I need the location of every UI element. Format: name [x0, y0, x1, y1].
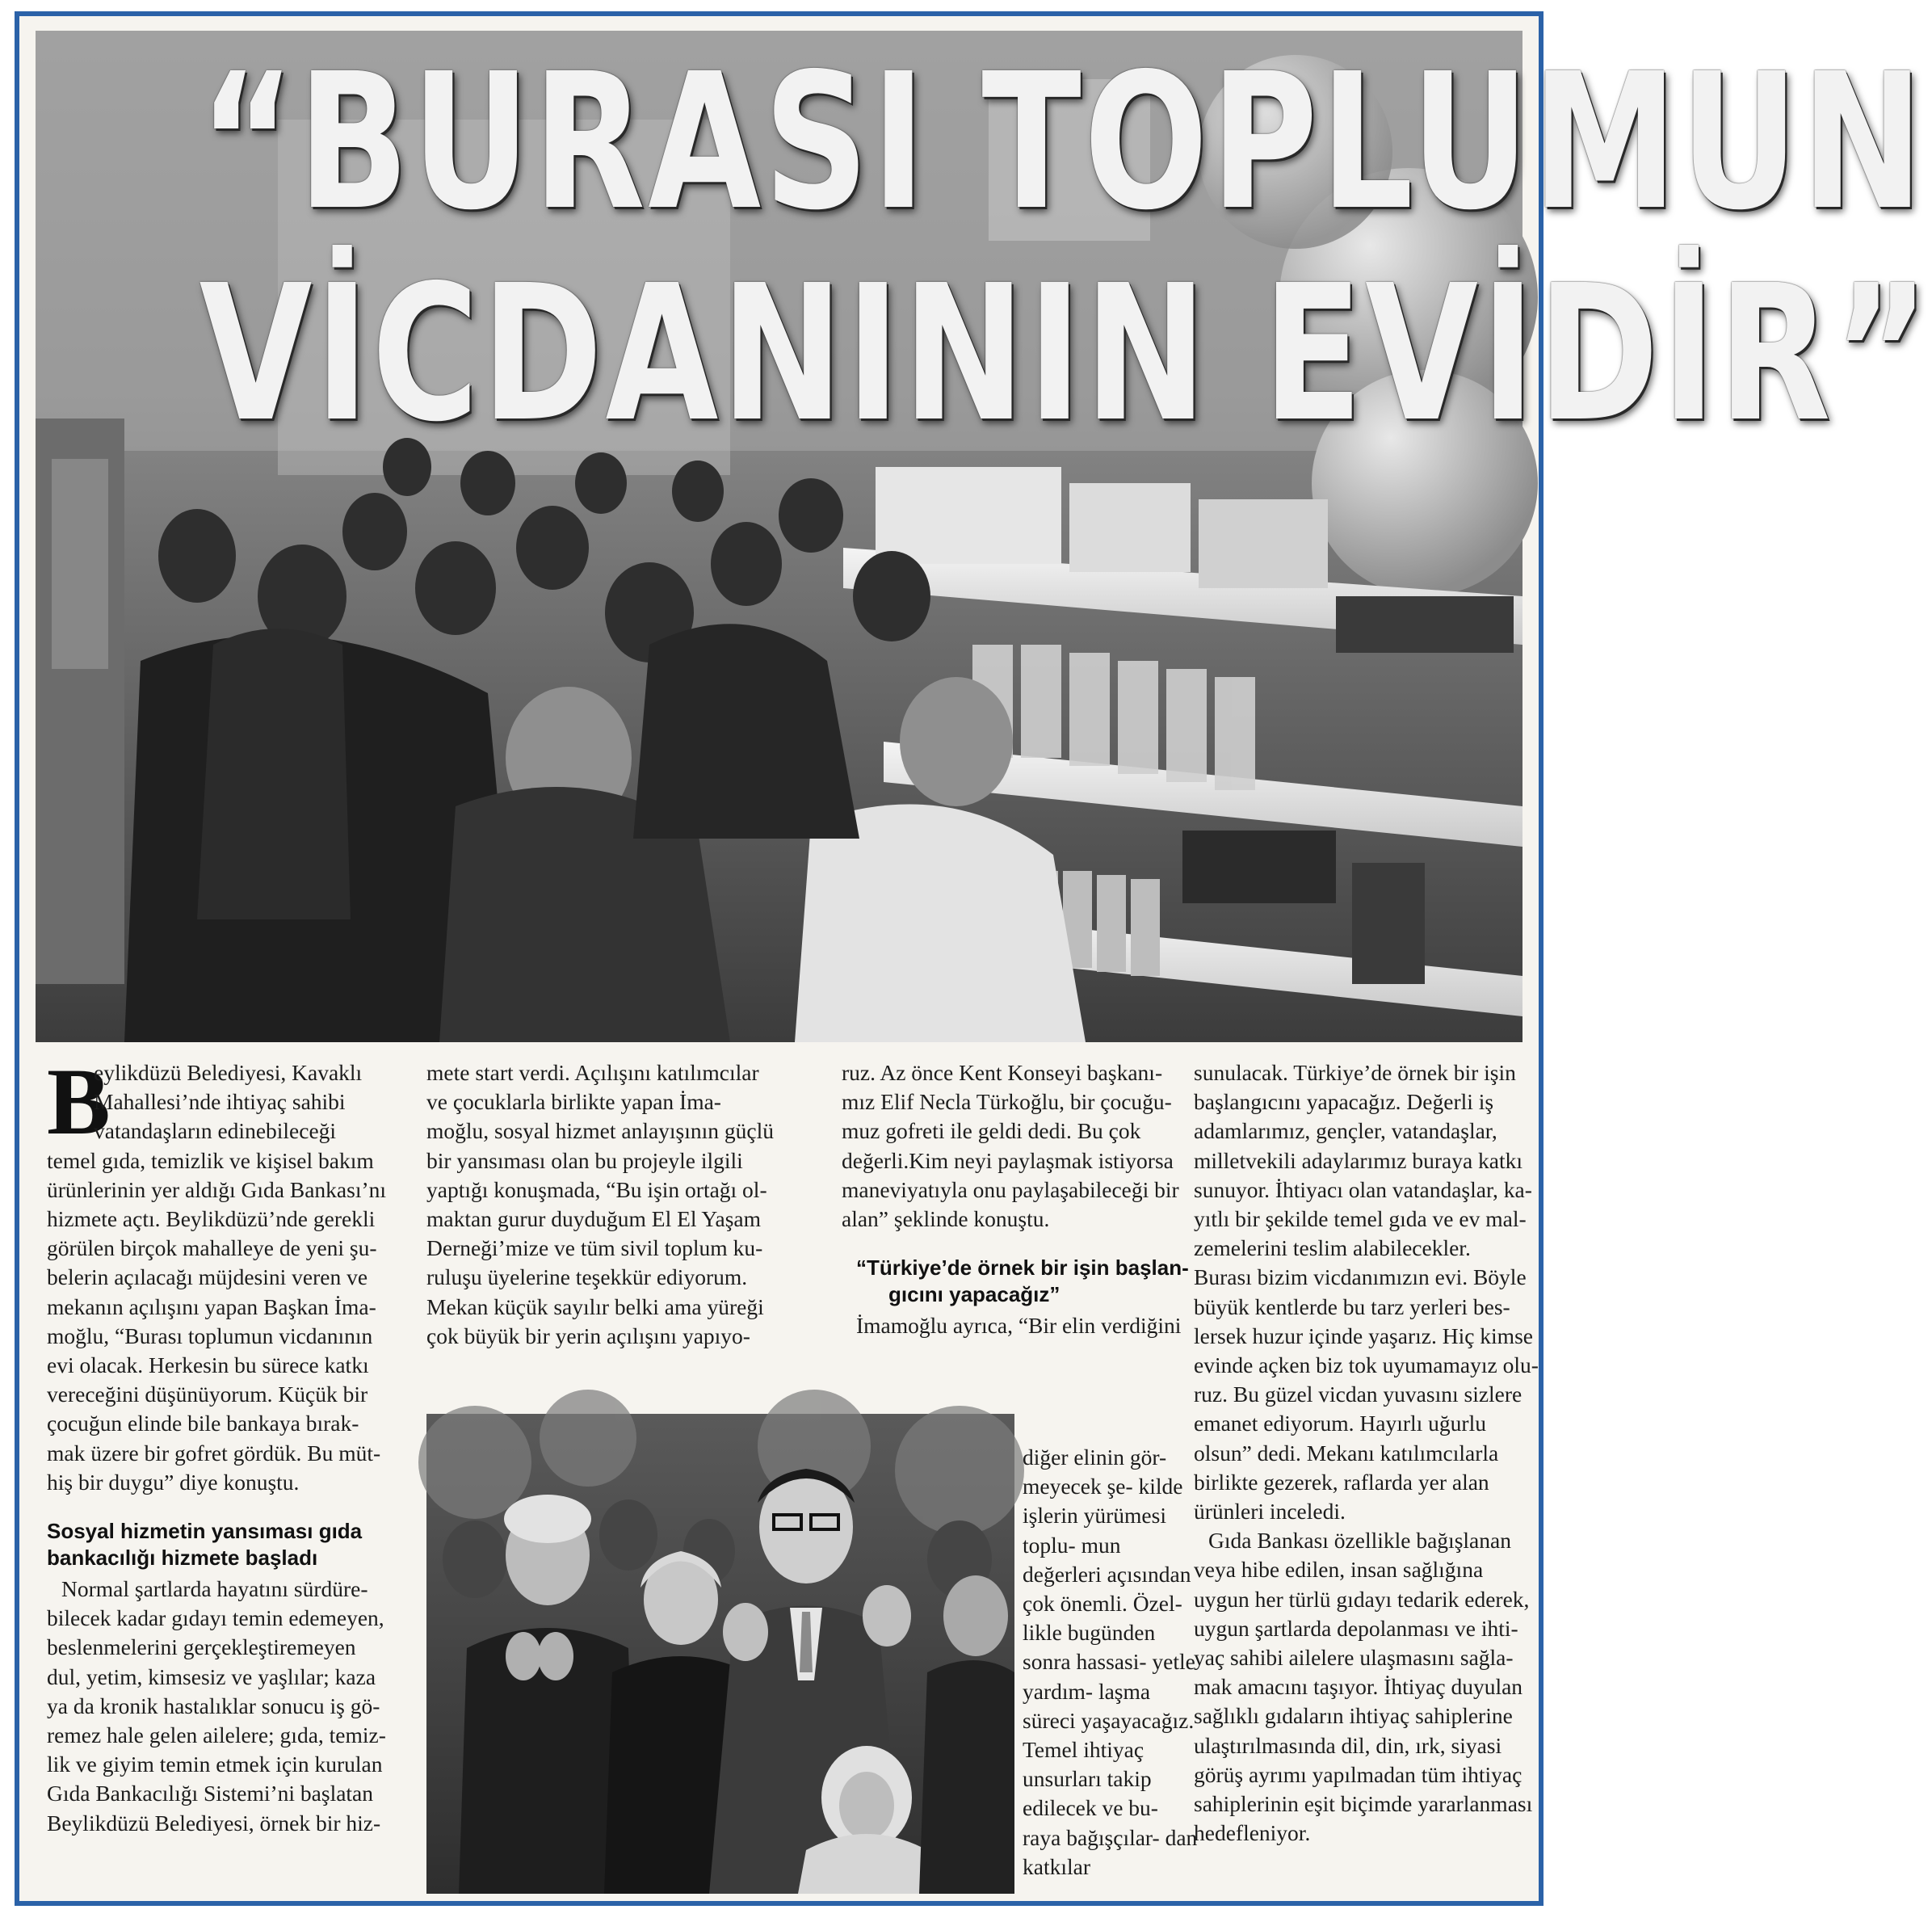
text-line: likle bugünden: [1023, 1620, 1156, 1646]
text-line: belerin açılacağı müjdesini veren ve: [47, 1264, 368, 1290]
text-line: mız Elif Necla Türkoğlu, bir çocuğu-: [842, 1089, 1172, 1115]
text-line: görüş ayrımı yapılmadan tüm ihtiyaç: [1194, 1761, 1522, 1787]
subheading-turkiye: [842, 1255, 1221, 1308]
text-line: zemelerini teslim alabilecekler.: [1194, 1235, 1471, 1261]
text-line: çocuğun elinde bile bankaya bırak-: [47, 1411, 359, 1436]
text-line: hizmete açtı. Beylikdüzü’nde gerekli: [47, 1206, 376, 1232]
text-line: sunuyor. İhtiyacı olan vatandaşlar, ka-: [1194, 1176, 1532, 1202]
subheading-line: Sosyal hizmetin yansıması gıda: [47, 1519, 363, 1544]
text-line: Temel ihtiyaç: [1023, 1737, 1144, 1763]
article-column-4: [1194, 1058, 1539, 1848]
officials-applauding-photo: [426, 1414, 1014, 1894]
text-line: ve çocuklarla birlikte yapan İma-: [426, 1089, 721, 1115]
text-line: açısından çok: [1023, 1561, 1191, 1617]
clipping-frame: [15, 11, 1932, 1906]
text-line: mekanın açılışını yapan Başkan İma-: [47, 1293, 376, 1319]
article-body: [36, 1049, 1539, 1890]
text-line: önemli. Özel-: [1060, 1591, 1182, 1617]
text-line: sağlıklı gıdaların ihtiyaç sahiplerine: [1194, 1703, 1513, 1729]
text-line: yürümesi toplu-: [1023, 1503, 1166, 1558]
text-line: Burası bizim vicdanımızın evi. Böyle: [1194, 1264, 1527, 1290]
text-line: yıtlı bir şekilde temel gıda ve ev mal-: [1194, 1206, 1527, 1232]
headline-line-2: VİCDANININ EVİDİR”: [199, 245, 1932, 463]
text-line: maneviyatıyla onu paylaşabileceği bir: [842, 1176, 1179, 1202]
text-line: evinde açken biz tok uyumamayız olu-: [1194, 1352, 1539, 1378]
text-line: ürünlerinin yer aldığı Gıda Bankası’nı: [47, 1176, 387, 1202]
article-column-3: [842, 1058, 1221, 1340]
text-line: büyük kentlerde bu tarz yerleri bes-: [1194, 1293, 1510, 1319]
text-line: Normal şartlarda hayatını sürdüre-: [61, 1576, 368, 1602]
text-line: hedefleniyor.: [1194, 1820, 1311, 1846]
subheading-sosyal-hizmet: [47, 1518, 394, 1571]
article-column-2: [426, 1058, 806, 1351]
text-line: raya bağışçılar-: [1023, 1824, 1160, 1850]
text-line: ulaştırılmasında dil, din, ırk, siyasi: [1194, 1732, 1502, 1758]
text-line: hiş bir duygu” diye konuştu.: [47, 1469, 300, 1495]
text-line: eylikdüzü Belediyesi, Kavaklı: [94, 1060, 363, 1085]
text-line: bir yansıması olan bu projeyle ilgili: [426, 1147, 743, 1173]
text-line: vatandaşların edinebileceği: [94, 1118, 337, 1144]
text-line: Derneği’mize ve tüm sivil toplum ku-: [426, 1235, 763, 1261]
text-line: değerli.Kim neyi paylaşmak istiyorsa: [842, 1147, 1174, 1173]
text-line: maktan gurur duyduğum El El Yaşam: [426, 1206, 761, 1232]
text-line: ya da kronik hastalıklar sonucu iş gö-: [47, 1693, 380, 1718]
crowd-in-shop-photo: [36, 31, 1932, 1042]
subheading-line: “Türkiye’de örnek bir işin başlan-: [856, 1255, 1189, 1281]
text-line: yaşayacağız.: [1081, 1707, 1195, 1733]
text-line: çok büyük bir yerin açılışını yapıyo-: [426, 1323, 750, 1348]
text-line: yaptığı konuşmada, “Bu işin ortağı ol-: [426, 1176, 767, 1202]
text-line: sahiplerinin eşit biçimde yararlanması: [1194, 1791, 1533, 1817]
text-line: sunulacak. Türkiye’de örnek bir işin: [1194, 1060, 1516, 1085]
text-line: Mekan küçük sayılır belki ama yüreği: [426, 1293, 764, 1319]
text-line: moğlu, “Burası toplumun vicdanının: [47, 1323, 373, 1348]
text-line: lersek huzur içinde yaşarız. Hiç kimse: [1194, 1323, 1533, 1348]
drop-cap: B: [47, 1049, 111, 1154]
text-line: ürünleri inceledi.: [1194, 1499, 1346, 1525]
headline-line-1: “BURASI TOPLUMUN: [199, 33, 1926, 251]
text-line: laşma süreci: [1023, 1678, 1151, 1733]
text-line: mete start verdi. Açılışını katılımcılar: [426, 1060, 759, 1085]
paragraph: [47, 1575, 394, 1838]
text-line: birlikte gezerek, raflarda yer alan: [1194, 1469, 1489, 1495]
text-line: olsun” dedi. Mekanı katılımcılarla: [1194, 1440, 1499, 1466]
article-narrow-column: [1023, 1443, 1200, 1882]
officials-scene-image: [426, 1414, 1014, 1894]
text-line: dul, yetim, kimsesiz ve yaşlılar; kaza: [47, 1663, 376, 1689]
text-line: yetle yardım-: [1023, 1649, 1195, 1704]
text-line: Gıda Bankası özellikle bağışlanan: [1208, 1528, 1511, 1554]
text-line: milletvekili adaylarımız buraya katkı: [1194, 1147, 1523, 1173]
text-line: moğlu, sosyal hizmet anlayışının güçlü: [426, 1118, 775, 1144]
text-line: başlangıcını yapacağız. Değerli iş: [1194, 1089, 1494, 1115]
headline: [36, 33, 1932, 472]
text-line: meyecek şe-: [1023, 1474, 1133, 1499]
text-line: beslenmelerini gerçekleştiremeyen: [47, 1634, 356, 1660]
text-line: adamlarımız, gençler, vatandaşlar,: [1194, 1118, 1497, 1144]
text-line: muz gofreti ile geldi dedi. Bu çok: [842, 1118, 1141, 1144]
text-line: görülen birçok mahalleye de yeni şu-: [47, 1235, 377, 1261]
text-line: veya hibe edilen, insan sağlığına: [1194, 1557, 1484, 1583]
text-line: ruluşu üyelerine teşekkür ediyorum.: [426, 1264, 748, 1290]
subheading-line: bankacılığı hizmete başladı: [47, 1546, 318, 1571]
text-line: diğer elinin gör-: [1023, 1445, 1167, 1470]
intro-paragraph: [47, 1049, 394, 1497]
text-line: edilecek ve bu-: [1023, 1795, 1158, 1821]
text-line: ruz. Bu güzel vicdan yuvasını sizlere: [1194, 1382, 1522, 1407]
text-line: Mahallesi’nde ihtiyaç sahibi: [94, 1089, 346, 1115]
text-line: Gıda Bankacılığı Sistemi’ni başlatan: [47, 1781, 374, 1806]
text-line: alan” şeklinde konuştu.: [842, 1206, 1050, 1232]
text-line: sonra hassasi-: [1023, 1649, 1147, 1675]
text-line: dan katkılar: [1023, 1824, 1198, 1879]
text-line: uygun her türlü gıdayı tedarik ederek,: [1194, 1586, 1530, 1612]
text-line: evi olacak. Herkesin bu sürece katkı: [47, 1352, 369, 1378]
text-line: bilecek kadar gıdayı temin edemeyen,: [47, 1605, 384, 1631]
text-line: mak üzere bir gofret gördük. Bu müt-: [47, 1440, 381, 1466]
text-line: mak amacını taşıyor. İhtiyaç duyulan: [1194, 1674, 1523, 1700]
text-line: emanet ediyorum. Hayırlı uğurlu: [1194, 1411, 1486, 1436]
text-line: ruz. Az önce Kent Konseyi başkanı-: [842, 1060, 1163, 1085]
text-line: mun değerleri: [1023, 1532, 1121, 1587]
text-line: İmamoğlu ayrıca, “Bir elin verdiğini: [856, 1313, 1182, 1339]
text-line: lik ve giyim temin etmek için kurulan: [47, 1752, 383, 1777]
text-line: vereceğini düşünüyorum. Küçük bir: [47, 1382, 368, 1407]
text-line: yaç sahibi ailelere ulaşmasını sağla-: [1194, 1645, 1514, 1671]
text-line: Beylikdüzü Belediyesi, örnek bir hiz-: [47, 1810, 381, 1836]
subheading-line: gıcını yapacağız”: [888, 1282, 1060, 1307]
article-column-1: [47, 1049, 394, 1838]
text-line: unsurları takip: [1023, 1766, 1152, 1792]
text-line: temel gıda, temizlik ve kişisel bakım: [47, 1147, 374, 1173]
text-line: remez hale gelen ailelere; gıda, temiz-: [47, 1722, 386, 1748]
text-line: uygun şartlarda depolanması ve ihti-: [1194, 1615, 1518, 1641]
text-line: kilde işlerin: [1023, 1474, 1183, 1529]
